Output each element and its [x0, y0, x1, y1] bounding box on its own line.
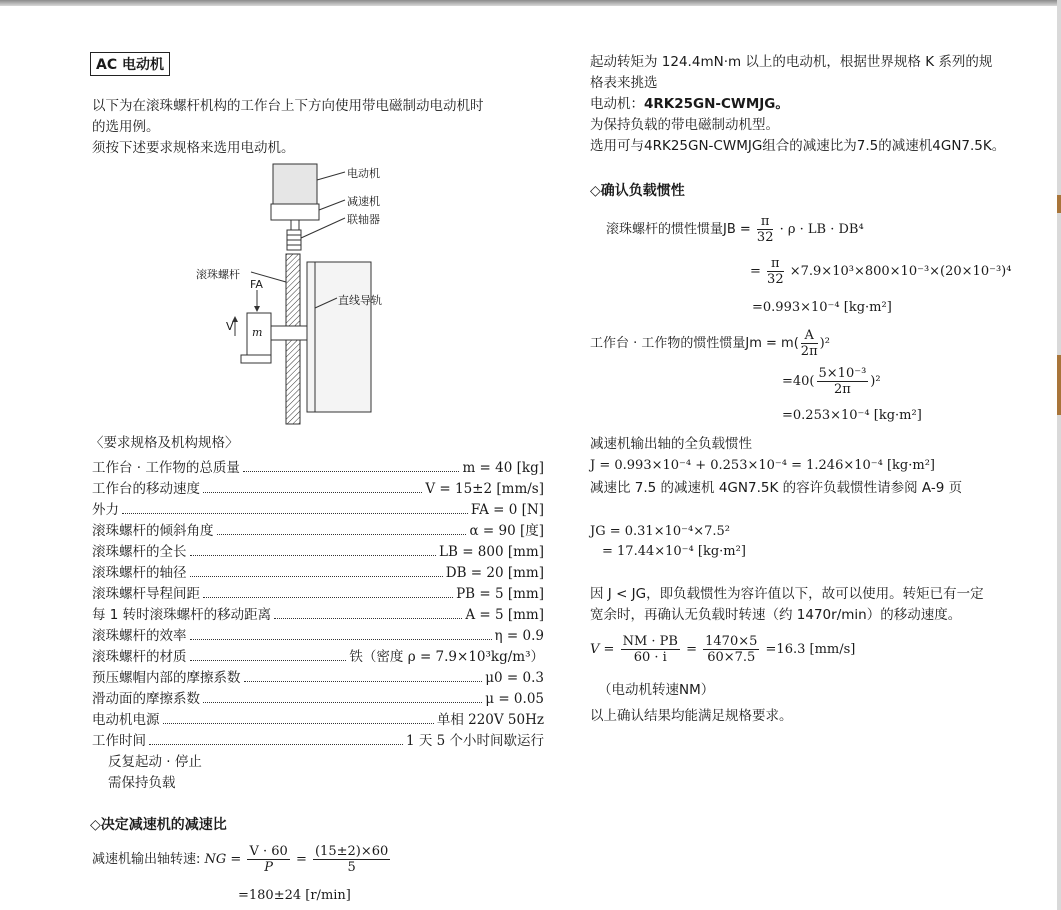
section-title: AC 电动机 — [90, 52, 170, 76]
final-line: 以上确认结果均能满足规格要求。 — [590, 708, 793, 724]
gearhead — [271, 204, 319, 220]
inertia-heading: ◇确认负载惯性 — [590, 183, 685, 199]
label-ballscrew: 滚珠螺杆 — [196, 268, 240, 281]
conclusion-line: 宽余时，再确认无负载时转速（约 1470r/min）的移动速度。 — [590, 607, 962, 623]
table-inertia-eq2: =40( $\frac{\text{5×10⁻³}}{2\pi}$ )² — [782, 366, 881, 397]
label-rail: 直线导轨 — [338, 294, 382, 307]
spec-row: 电动机电源 单相 220V 50Hz — [92, 712, 544, 728]
label-gearhead: 减速机 — [347, 195, 380, 208]
label-v: V — [226, 320, 234, 333]
specs-heading: 〈要求规格及机构规格〉 — [90, 435, 239, 451]
total-inertia-label: 减速机输出轴的全负载惯性 — [590, 436, 752, 452]
right-line: 为保持负载的带电磁制动机型。 — [590, 117, 779, 133]
ballscrew-inertia-result: =0.993×10⁻⁴ [kg·m²] — [752, 300, 892, 315]
ratio-result: =180±24 [r/min] — [238, 888, 351, 903]
spec-row: 滚珠螺杆导程间距 PB = 5 [mm] — [92, 586, 544, 602]
intro-line: 的选用例。 — [92, 119, 160, 135]
shaft — [291, 220, 299, 230]
spec-extra: 需保持负载 — [108, 775, 176, 791]
label-fa: FA — [250, 278, 263, 291]
ratio-heading: ◇决定减速机的减速比 — [90, 817, 227, 833]
motor-line: 电动机：4RK25GN-CWMJG。 — [590, 96, 789, 112]
ratio-equation: 减速机输出轴转速: NG = $\frac{V \cdot 60}{P}$ = $\frac{(15\pm 2)\times 60}{5}$ — [92, 844, 389, 875]
spec-row: 工作时间 1 天 5 个小时间歇运行 — [92, 733, 544, 749]
speed-equation: V = $\frac{NM \cdot PB}{60 \cdot i}$ = $\frac{1470\times 5}{60\times 7.5}$ =16.3 [mm/s] — [590, 634, 856, 665]
linear-rail-wall — [307, 262, 371, 412]
nut-block — [271, 326, 307, 340]
index-tab[interactable] — [1057, 195, 1061, 213]
spec-row: 每 1 转时滚珠螺杆的移动距离 A = 5 [mm] — [92, 607, 544, 623]
spec-row: 滚珠螺杆的材质 铁（密度 ρ = 7.9×10³kg/m³） — [92, 649, 544, 665]
spec-row: 工作台 · 工作物的总质量 m = 40 [kg] — [92, 460, 544, 476]
spec-row: 工作台的移动速度 V = 15±2 [mm/s] — [92, 481, 544, 497]
ballscrew-inertia-eq2: = $\frac{\pi}{32}$ ×7.9×10³×800×10⁻³×(20×10⁻³)⁴ — [750, 256, 1012, 287]
intro-line: 须按下述要求规格来选用电动机。 — [92, 140, 295, 156]
spec-row: 滑动面的摩擦系数 μ = 0.05 — [92, 691, 544, 707]
jg-eq: JG = 0.31×10⁻⁴×7.5² — [590, 524, 730, 539]
spec-extra: 反复起动 · 停止 — [108, 754, 202, 770]
spec-row: 预压螺帽内部的摩擦系数 μ0 = 0.3 — [92, 670, 544, 686]
right-line: 起动转矩为 124.4mN·m 以上的电动机，根据世界规格 K 系列的规 — [590, 54, 993, 70]
table-inertia-result: =0.253×10⁻⁴ [kg·m²] — [782, 408, 922, 423]
spec-row: 外力 FA = 0 [N] — [92, 502, 544, 518]
spec-row: 滚珠螺杆的效率 η = 0.9 — [92, 628, 544, 644]
table-inertia-eq: 工作台 · 工作物的惯性惯量Jm = m( $\frac{A}{2\pi}$ )² — [590, 328, 830, 359]
conclusion-line: 因 J < JG，即负载惯性为容许值以下，故可以使用。转矩已有一定 — [590, 586, 984, 602]
nm-note: （电动机转速NM） — [598, 682, 715, 698]
page-edge — [1057, 0, 1061, 910]
spec-row: 滚珠螺杆的轴径 DB = 20 [mm] — [92, 565, 544, 581]
right-line: 选用可与4RK25GN-CWMJG组合的减速比为7.5的减速机4GN7.5K。 — [590, 138, 1006, 154]
label-coupling: 联轴器 — [347, 213, 380, 226]
top-bar — [0, 0, 1061, 6]
spec-row: 滚珠螺杆的全长 LB = 800 [mm] — [92, 544, 544, 560]
label-m: m — [252, 326, 263, 339]
intro-line: 以下为在滚珠螺杆机构的工作台上下方向使用带电磁制动电动机时 — [92, 98, 484, 114]
permit-line: 减速比 7.5 的减速机 4GN7.5K 的容许负载惯性请参阅 A-9 页 — [590, 480, 963, 496]
ballscrew-inertia-eq: 滚珠螺杆的惯性惯量JB = $\frac{\pi}{32}$ · ρ · LB · DB⁴ — [606, 214, 864, 245]
motor-body — [273, 164, 317, 204]
jg-result: = 17.44×10⁻⁴ [kg·m²] — [602, 544, 746, 559]
label-motor: 电动机 — [347, 167, 380, 180]
index-tab[interactable] — [1057, 355, 1061, 415]
total-inertia-eq: J = 0.993×10⁻⁴ + 0.253×10⁻⁴ = 1.246×10⁻⁴ [kg·m²] — [590, 458, 936, 473]
right-line: 格表来挑选 — [590, 75, 658, 91]
spec-row: 滚珠螺杆的倾斜角度 α = 90 [度] — [92, 523, 544, 539]
